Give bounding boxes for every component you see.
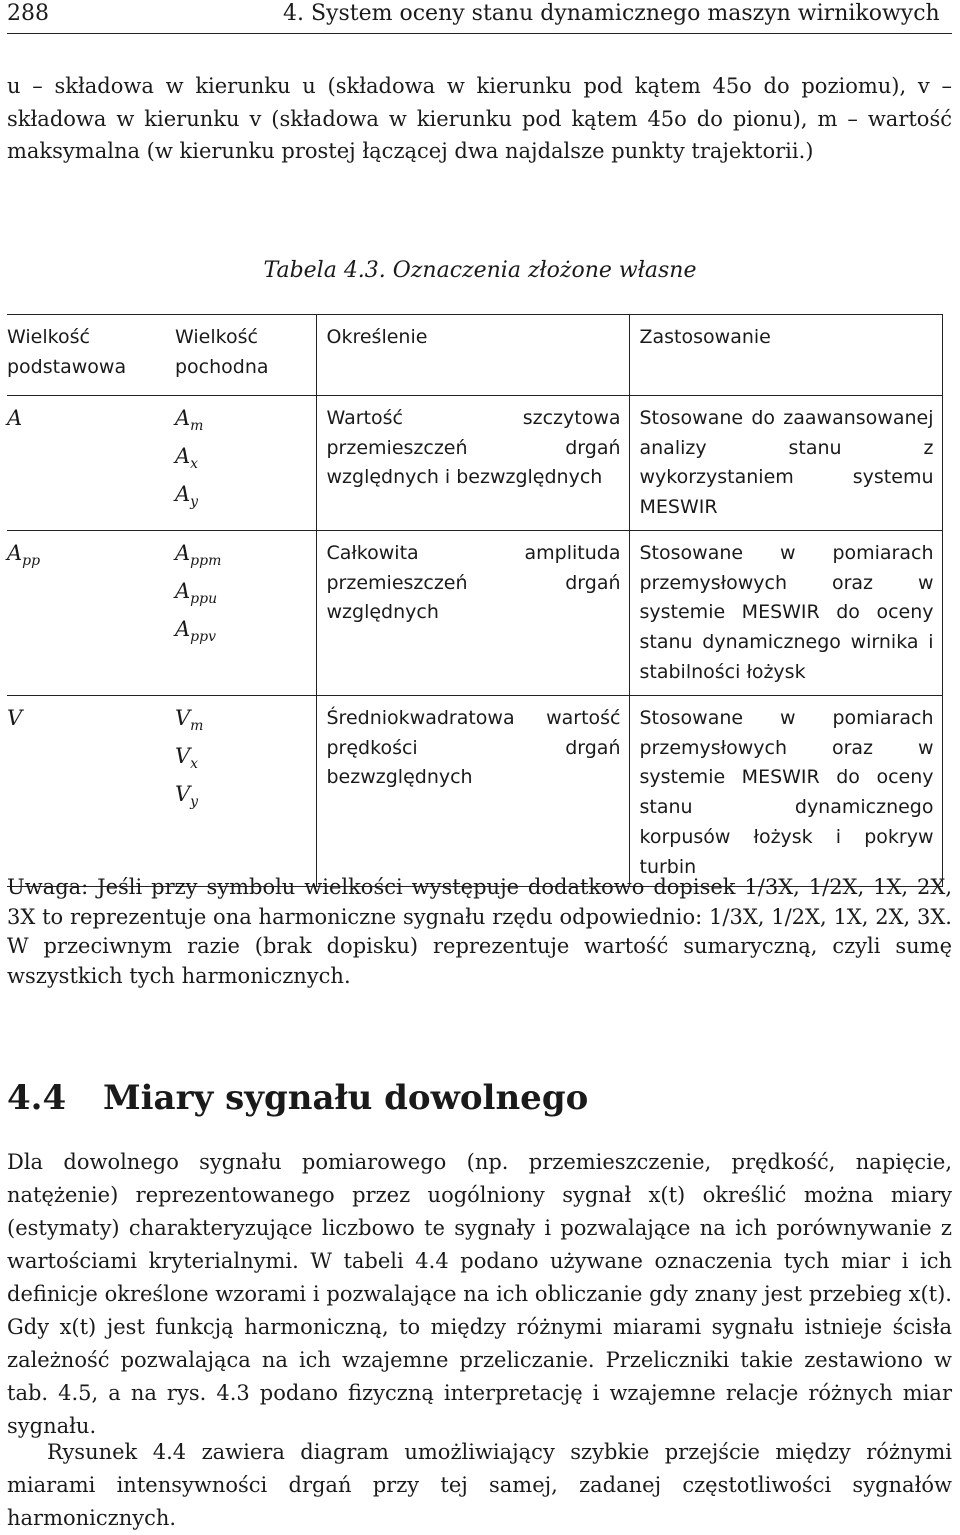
- header-definition: Określenie: [316, 315, 629, 396]
- base-symbol: V: [7, 706, 23, 730]
- derived-symbol: $A_{ppu}$: [175, 578, 218, 608]
- base-symbol-cell: [7, 531, 165, 696]
- page-header: [7, 0, 952, 34]
- derived-symbols-cell: [165, 696, 316, 887]
- derived-symbols-cell: [165, 396, 316, 531]
- base-symbol-cell: [7, 696, 165, 887]
- table-row: [7, 396, 942, 531]
- header-application: Zastosowanie: [629, 315, 942, 396]
- application-cell: Stosowane do zaawansowanej analizy stanu z wykorzystaniem systemu MESWIR: [629, 396, 942, 531]
- notation-table: [7, 314, 943, 887]
- header-derived-quantity: Wielkość pochodna: [165, 315, 316, 396]
- intro-paragraph: u – składowa w kierunku u (składowa w kierunku pod kątem 45o do poziomu), v – składowa w kierunku v (składowa w kierunku pod kątem 45o do pionu), m – wartość maksymalna (w kierunku prostej łączącej dwa najdalsze punkty trajektorii.): [7, 74, 952, 163]
- table-row: [7, 531, 942, 696]
- derived-symbol: $A_y$: [175, 481, 199, 510]
- header-base-quantity: Wielkość podstawowa: [7, 315, 165, 396]
- running-title: 4. System oceny stanu dynamicznego maszyn wirnikowych: [283, 1, 940, 26]
- header-rule: [7, 33, 952, 34]
- section-heading: [7, 1076, 588, 1120]
- page-number: 288: [7, 1, 49, 26]
- section-title: Miary sygnału dowolnego: [103, 1078, 589, 1118]
- derived-symbol: $A_m$: [175, 406, 204, 435]
- derived-symbol: $A_{ppm}$: [175, 541, 222, 570]
- derived-symbol: $A_{ppv}$: [175, 616, 217, 645]
- derived-symbol: $V_m$: [175, 706, 204, 735]
- table-row: [7, 696, 942, 887]
- body-paragraph: Rysunek 4.4 zawiera diagram umożliwiający szybkie przejście między różnymi miarami intensywności drgań przy tej samej, zadanej częstotliwości sygnałów harmonicznych.: [7, 1440, 952, 1530]
- application-cell: Stosowane w pomiarach przemysłowych oraz w systemie MESWIR do oceny stanu dynamicznego korpusów łożysk i pokryw turbin: [629, 696, 942, 887]
- base-symbol: $A_{pp}$: [7, 541, 41, 570]
- section-number: 4.4: [7, 1078, 67, 1118]
- derived-symbol: $V_y$: [175, 781, 199, 810]
- definition-cell: Średniokwadratowa wartość prędkości drgań bezwzględnych: [316, 696, 629, 887]
- definition-cell: Całkowita amplituda przemieszczeń drgań względnych: [316, 531, 629, 696]
- derived-symbol: $A_x$: [175, 443, 199, 473]
- derived-symbol: $V_x$: [175, 743, 199, 773]
- application-cell: Stosowane w pomiarach przemysłowych oraz w systemie MESWIR do oceny stanu dynamicznego wirnika i stabilności łożysk: [629, 531, 942, 696]
- derived-symbols-cell: [165, 531, 316, 696]
- base-symbol: A: [7, 406, 23, 430]
- table-note: Uwaga: Jeśli przy symbolu wielkości występuje dodatkowo dopisek 1/3X, 1/2X, 1X, 2X, 3X to reprezentuje ona harmoniczne sygnału rzędu odpowiednio: 1/3X, 1/2X, 1X, 2X, 3X. W przeciwnym razie (brak dopisku) reprezentuje wartość sumaryczną, czyli sumę wszystkich tych harmonicznych.: [7, 875, 952, 988]
- table-header-row: [7, 315, 942, 396]
- base-symbol-cell: [7, 396, 165, 531]
- definition-cell: Wartość szczytowa przemieszczeń drgań względnych i bezwzględnych: [316, 396, 629, 531]
- table-caption: Tabela 4.3. Oznaczenia złożone własne: [263, 258, 697, 283]
- body-paragraph: Dla dowolnego sygnału pomiarowego (np. przemieszczenie, prędkość, napięcie, natężenie) reprezentowanego przez uogólniony sygnał x(t) określić można miary (estymaty) charakteryzujące liczbowo te sygnały i pozwalające na ich porównywanie z wartościami kryterialnymi. W tabeli 4.4 podano używane oznaczenia tych miar i ich definicje określone wzorami i pozwalające na ich obliczanie gdy znany jest przebieg x(t). Gdy x(t) jest funkcją harmoniczną, to między różnymi miarami sygnału istnieje ścisła zależność pozwalająca na ich wzajemne przeliczanie. Przeliczniki takie zestawiono w tab. 4.5, a na rys. 4.3 podano fizyczną interpretację i wzajemne relacje różnych miar sygnału.: [7, 1150, 952, 1438]
